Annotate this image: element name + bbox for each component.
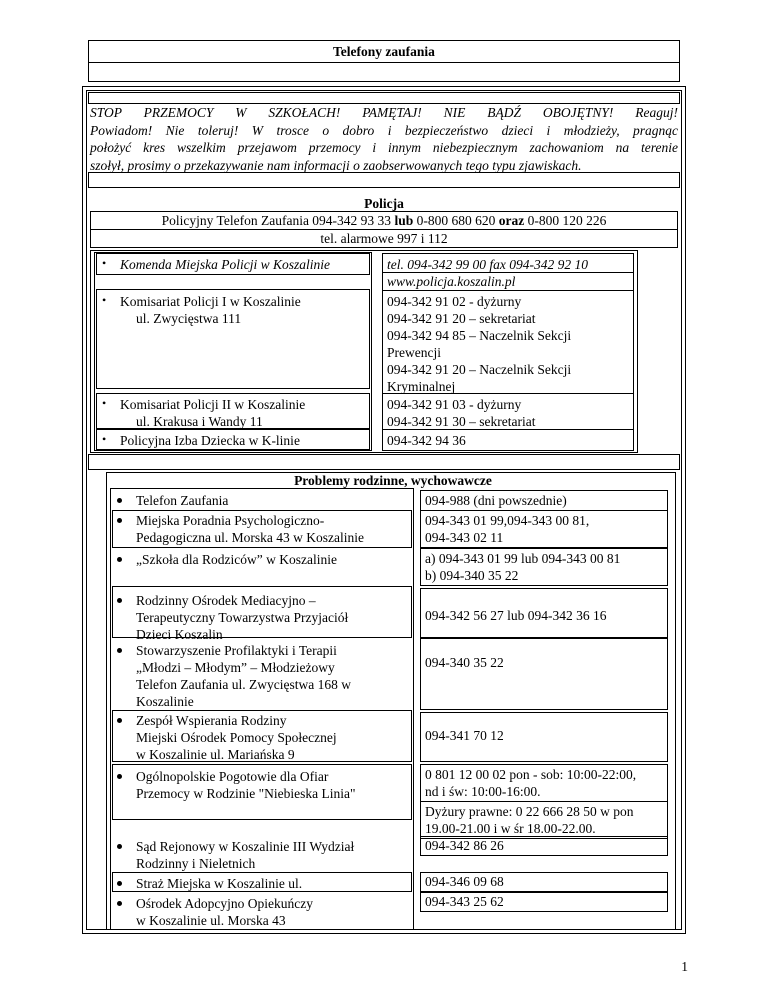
zwr-name-1: Zespół Wspierania Rodziny xyxy=(136,713,287,728)
mpp-tel-2: 094-343 02 11 xyxy=(425,530,504,545)
straz-left-cell xyxy=(112,872,412,892)
dot-10 xyxy=(117,901,122,906)
appeal-bottom-row xyxy=(88,172,680,188)
szkola-rodzicow-name: „Szkoła dla Rodziców” w Koszalinie xyxy=(136,552,337,567)
k1-sekretariat: 094-342 91 20 – sekretariat xyxy=(387,311,536,326)
bullet-3: • xyxy=(102,396,107,410)
appeal-text xyxy=(90,104,678,174)
sad-tel: 094-342 86 26 xyxy=(425,838,504,853)
dot-4 xyxy=(117,598,122,603)
dyzury-prawne-contact xyxy=(420,801,668,839)
hotline-part-1: Policyjny Telefon Zaufania 094-342 93 33 xyxy=(161,213,395,228)
zwr-tel: 094-341 70 12 xyxy=(425,728,504,743)
k1-prewencja-2: Prewencji xyxy=(387,345,441,360)
mpp-name-1: Miejska Poradnia Psychologiczno- xyxy=(136,513,325,528)
komisariat-1-contact xyxy=(382,290,634,394)
straz-tel: 094-346 09 68 xyxy=(425,874,504,889)
rom-contact xyxy=(420,588,668,638)
bullet-2: • xyxy=(102,293,107,307)
spt-tel: 094-340 35 22 xyxy=(425,655,504,670)
nl-tel-1: 0 801 12 00 02 pon - sob: 10:00-22:00, xyxy=(425,767,637,782)
bullet-4: • xyxy=(102,432,107,446)
szkola-rodzicow-contact xyxy=(420,548,668,586)
sad-rejonowy-contact xyxy=(420,836,668,856)
komenda-miejska-name: Komenda Miejska Policji w Koszalinie xyxy=(120,257,330,272)
spt-name-1: Stowarzyszenie Profilaktyki i Terapii xyxy=(136,643,337,658)
komenda-tel: tel. 094-342 99 00 fax 094-342 92 10 xyxy=(387,257,588,272)
appeal-line-1: STOP PRZEMOCY W SZKOŁACH! PAMĘTAJ! NIE BĄDŹ OBOJĘTNY! Reaguj! xyxy=(90,105,678,120)
appeal-line-3: położyć kres wszelkim przejawom przemocy i innym niebezpiecznym zachowaniom na terenie xyxy=(90,140,678,155)
oa-tel: 094-343 25 62 xyxy=(425,894,504,909)
k1-kryminalna-1: 094-342 91 20 – Naczelnik Sekcji xyxy=(387,362,572,377)
hotline-part-2: 0-800 680 620 xyxy=(413,213,499,228)
dot-1 xyxy=(117,498,122,503)
izba-dziecka-contact xyxy=(382,429,634,451)
komisariat-1-name: Komisariat Policji I w Koszalinie xyxy=(120,294,301,309)
osrodek-adopcyjny-contact xyxy=(420,892,668,912)
dot-5 xyxy=(117,648,122,653)
spt-name-2: „Młodzi – Młodym” – Młodzieżowy xyxy=(136,660,335,675)
osrodek-adopcyjny-name-2: w Koszalinie ul. Morska 43 xyxy=(136,913,286,928)
sr-tel-b: b) 094-340 35 22 xyxy=(425,568,519,583)
komisariat-1-address: ul. Zwycięstwa 111 xyxy=(136,311,242,326)
straz-miejska-contact xyxy=(420,872,668,892)
dp-line-2: 19.00-21.00 i w śr 18.00-22.00. xyxy=(425,821,596,836)
niebieska-linia-name-2: Przemocy w Rodzinie "Niebieska Linia" xyxy=(136,786,356,801)
straz-miejska-name: Straż Miejska w Koszalinie ul. xyxy=(136,876,303,891)
mpp-contact xyxy=(420,510,668,548)
rodzina-heading: Problemy rodzinne, wychowawcze xyxy=(294,473,492,488)
page-number: 1 xyxy=(681,959,688,974)
izba-tel: 094-342 94 36 xyxy=(387,433,466,448)
dot-2 xyxy=(117,518,122,523)
appeal-line-4: szołył, prosimy o przekazywanie nam informacji o zaobserwowanych tego typu zjawiskach. xyxy=(90,157,582,173)
k1-prewencja-1: 094-342 94 85 – Naczelnik Sekcji xyxy=(387,328,572,343)
komisariat-2-name: Komisariat Policji II w Koszalinie xyxy=(120,397,306,412)
section-separator-row xyxy=(88,454,680,470)
telefon-zaufania-contact xyxy=(420,490,668,511)
header-spacer-row xyxy=(88,62,680,82)
tz-tel: 094-988 (dni powszednie) xyxy=(425,493,567,508)
zwr-name-3: w Koszalinie ul. Mariańska 9 xyxy=(136,747,295,762)
hotline-part-3: 0-800 120 226 xyxy=(524,213,607,228)
rom-name-1: Rodzinny Ośrodek Mediacyjno – xyxy=(136,593,316,608)
komenda-www: www.policja.koszalin.pl xyxy=(387,274,516,289)
mpp-name-2: Pedagogiczna ul. Morska 43 w Koszalinie xyxy=(136,530,364,545)
niebieska-linia-contact xyxy=(420,764,668,802)
niebieska-linia-left-cell xyxy=(112,764,412,820)
izba-dziecka-name: Policyjna Izba Dziecka w K-linie xyxy=(120,433,300,448)
k2-sekretariat: 094-342 91 30 – sekretariat xyxy=(387,414,536,429)
appeal-spacer-row xyxy=(88,92,680,104)
policja-hotline xyxy=(90,212,678,229)
dot-3 xyxy=(117,557,122,562)
sr-tel-a: a) 094-343 01 99 lub 094-343 00 81 xyxy=(425,551,621,566)
k1-dyzurny: 094-342 91 02 - dyżurny xyxy=(387,294,522,309)
bullet-1: • xyxy=(102,256,107,270)
page-title: Telefony zaufania xyxy=(333,44,435,59)
rom-name-2: Terapeutyczny Towarzystwa Przyjaciół xyxy=(136,610,349,625)
niebieska-linia-name-1: Ogólnopolskie Pogotowie dla Ofiar xyxy=(136,769,329,784)
spt-name-3: Telefon Zaufania ul. Zwycięstwa 168 w xyxy=(136,677,351,692)
rom-tel: 094-342 56 27 lub 094-342 36 16 xyxy=(425,608,607,623)
rom-name-3: Dzieci Koszalin xyxy=(136,627,223,642)
osrodek-adopcyjny-name-1: Ośrodek Adopcyjno Opiekuńczy xyxy=(136,896,313,911)
k2-dyzurny: 094-342 91 03 - dyżurny xyxy=(387,397,522,412)
mpp-tel-1: 094-343 01 99,094-343 00 81, xyxy=(425,513,590,528)
policja-alarm: tel. alarmowe 997 i 112 xyxy=(320,231,448,246)
k1-kryminalna-2: Kryminalnej xyxy=(387,379,456,394)
komisariat-2-address: ul. Krakusa i Wandy 11 xyxy=(136,414,263,429)
komenda-underline xyxy=(382,272,634,273)
nl-tel-2: nd i św: 10:00-16:00. xyxy=(425,784,541,799)
dp-line-1: Dyżury prawne: 0 22 666 28 50 w pon xyxy=(425,804,634,819)
telefon-zaufania-name: Telefon Zaufania xyxy=(136,493,229,508)
spt-name-4: Koszalinie xyxy=(136,694,194,709)
dot-8 xyxy=(117,844,122,849)
sad-rejonowy-name-2: Rodzinny i Nieletnich xyxy=(136,856,256,871)
sad-rejonowy-name-1: Sąd Rejonowy w Koszalinie III Wydział xyxy=(136,839,355,854)
komisariat-2-contact xyxy=(382,393,634,430)
hotline-oraz: oraz xyxy=(498,213,525,228)
zwr-name-2: Miejski Ośrodek Pomocy Społecznej xyxy=(136,730,337,745)
dot-6 xyxy=(117,718,122,723)
zwr-contact xyxy=(420,712,668,762)
spt-contact xyxy=(420,638,668,710)
hotline-lub: lub xyxy=(394,213,414,228)
policja-heading: Policja xyxy=(364,196,404,211)
appeal-line-2: Powiadom! Nie toleruj! W trosce o dobro i bezpieczeństwo dzieci i młodzieży, pragnąc xyxy=(90,122,678,138)
